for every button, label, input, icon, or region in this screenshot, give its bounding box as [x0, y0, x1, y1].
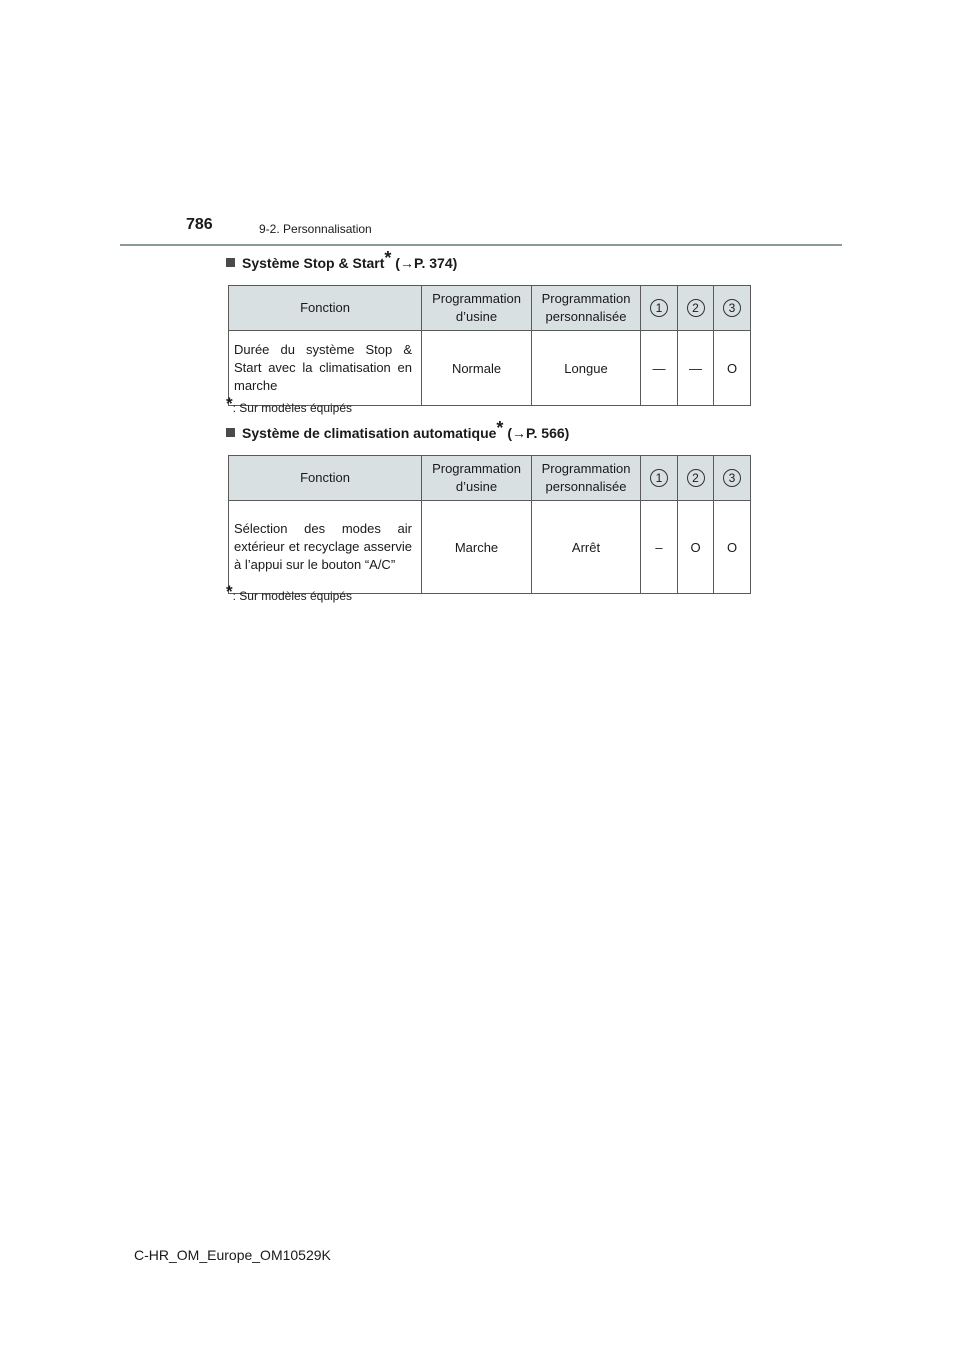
cell-col-1: –	[641, 501, 678, 594]
cell-col-2: —	[678, 331, 714, 406]
table-row	[229, 331, 751, 406]
section-bullet-icon	[226, 258, 235, 267]
section-bullet-icon	[226, 428, 235, 437]
section-title-text: Système Stop & Start	[242, 255, 385, 271]
header-prog-perso: Programmation personnalisée	[532, 286, 641, 331]
footnote	[226, 394, 353, 415]
header-prog-perso: Programmation personnalisée	[532, 456, 641, 501]
asterisk: *	[496, 418, 504, 438]
cell-function: Sélection des modes air extérieur et recyclage asservie à l’appui sur le bouton “A/C”	[229, 501, 422, 594]
table-header-row	[229, 456, 751, 501]
circled-1-icon: 1	[650, 469, 668, 487]
footnote-text: : Sur modèles équipés	[232, 401, 353, 415]
header-col-2	[678, 456, 714, 501]
cell-custom: Arrêt	[532, 501, 641, 594]
cell-col-1: —	[641, 331, 678, 406]
circled-3-icon: 3	[723, 299, 741, 317]
footnote-asterisk: *	[226, 582, 233, 601]
cell-factory: Normale	[422, 331, 532, 406]
circled-1-icon: 1	[650, 299, 668, 317]
circled-2-icon: 2	[687, 299, 705, 317]
customization-table-climatisation	[228, 455, 751, 594]
table-row	[229, 501, 751, 594]
customization-table-stop-start	[228, 285, 751, 406]
header-col-3	[714, 286, 751, 331]
circled-2-icon: 2	[687, 469, 705, 487]
footnote-text: : Sur modèles équipés	[232, 589, 353, 603]
header-prog-usine: Programmation d’usine	[422, 286, 532, 331]
cell-col-3: O	[714, 501, 751, 594]
page-reference[interactable]: (→P. 566)	[507, 425, 570, 441]
header-col-3	[714, 456, 751, 501]
header-col-2	[678, 286, 714, 331]
header-fonction: Fonction	[229, 286, 422, 331]
page-reference[interactable]: (→P. 374)	[395, 255, 458, 271]
cell-col-2: O	[678, 501, 714, 594]
header-col-1	[641, 456, 678, 501]
header-fonction: Fonction	[229, 456, 422, 501]
section-title-text: Système de climatisation automatique	[242, 425, 497, 441]
cell-custom: Longue	[532, 331, 641, 406]
page-number: 786	[186, 216, 213, 233]
document-id: C-HR_OM_Europe_OM10529K	[134, 1247, 331, 1263]
header-prog-usine: Programmation d’usine	[422, 456, 532, 501]
footnote-asterisk: *	[226, 394, 233, 413]
footnote	[226, 582, 353, 603]
cell-factory: Marche	[422, 501, 532, 594]
circled-3-icon: 3	[723, 469, 741, 487]
header-rule	[120, 244, 842, 246]
cell-col-3: O	[714, 331, 751, 406]
chapter-title: 9-2. Personnalisation	[259, 222, 372, 236]
header-col-1	[641, 286, 678, 331]
section-title-climatisation	[226, 418, 570, 441]
asterisk: *	[384, 248, 392, 268]
cell-function: Durée du système Stop & Start avec la climatisation en marche	[229, 331, 422, 406]
table-header-row	[229, 286, 751, 331]
section-title-stop-start	[226, 248, 458, 271]
